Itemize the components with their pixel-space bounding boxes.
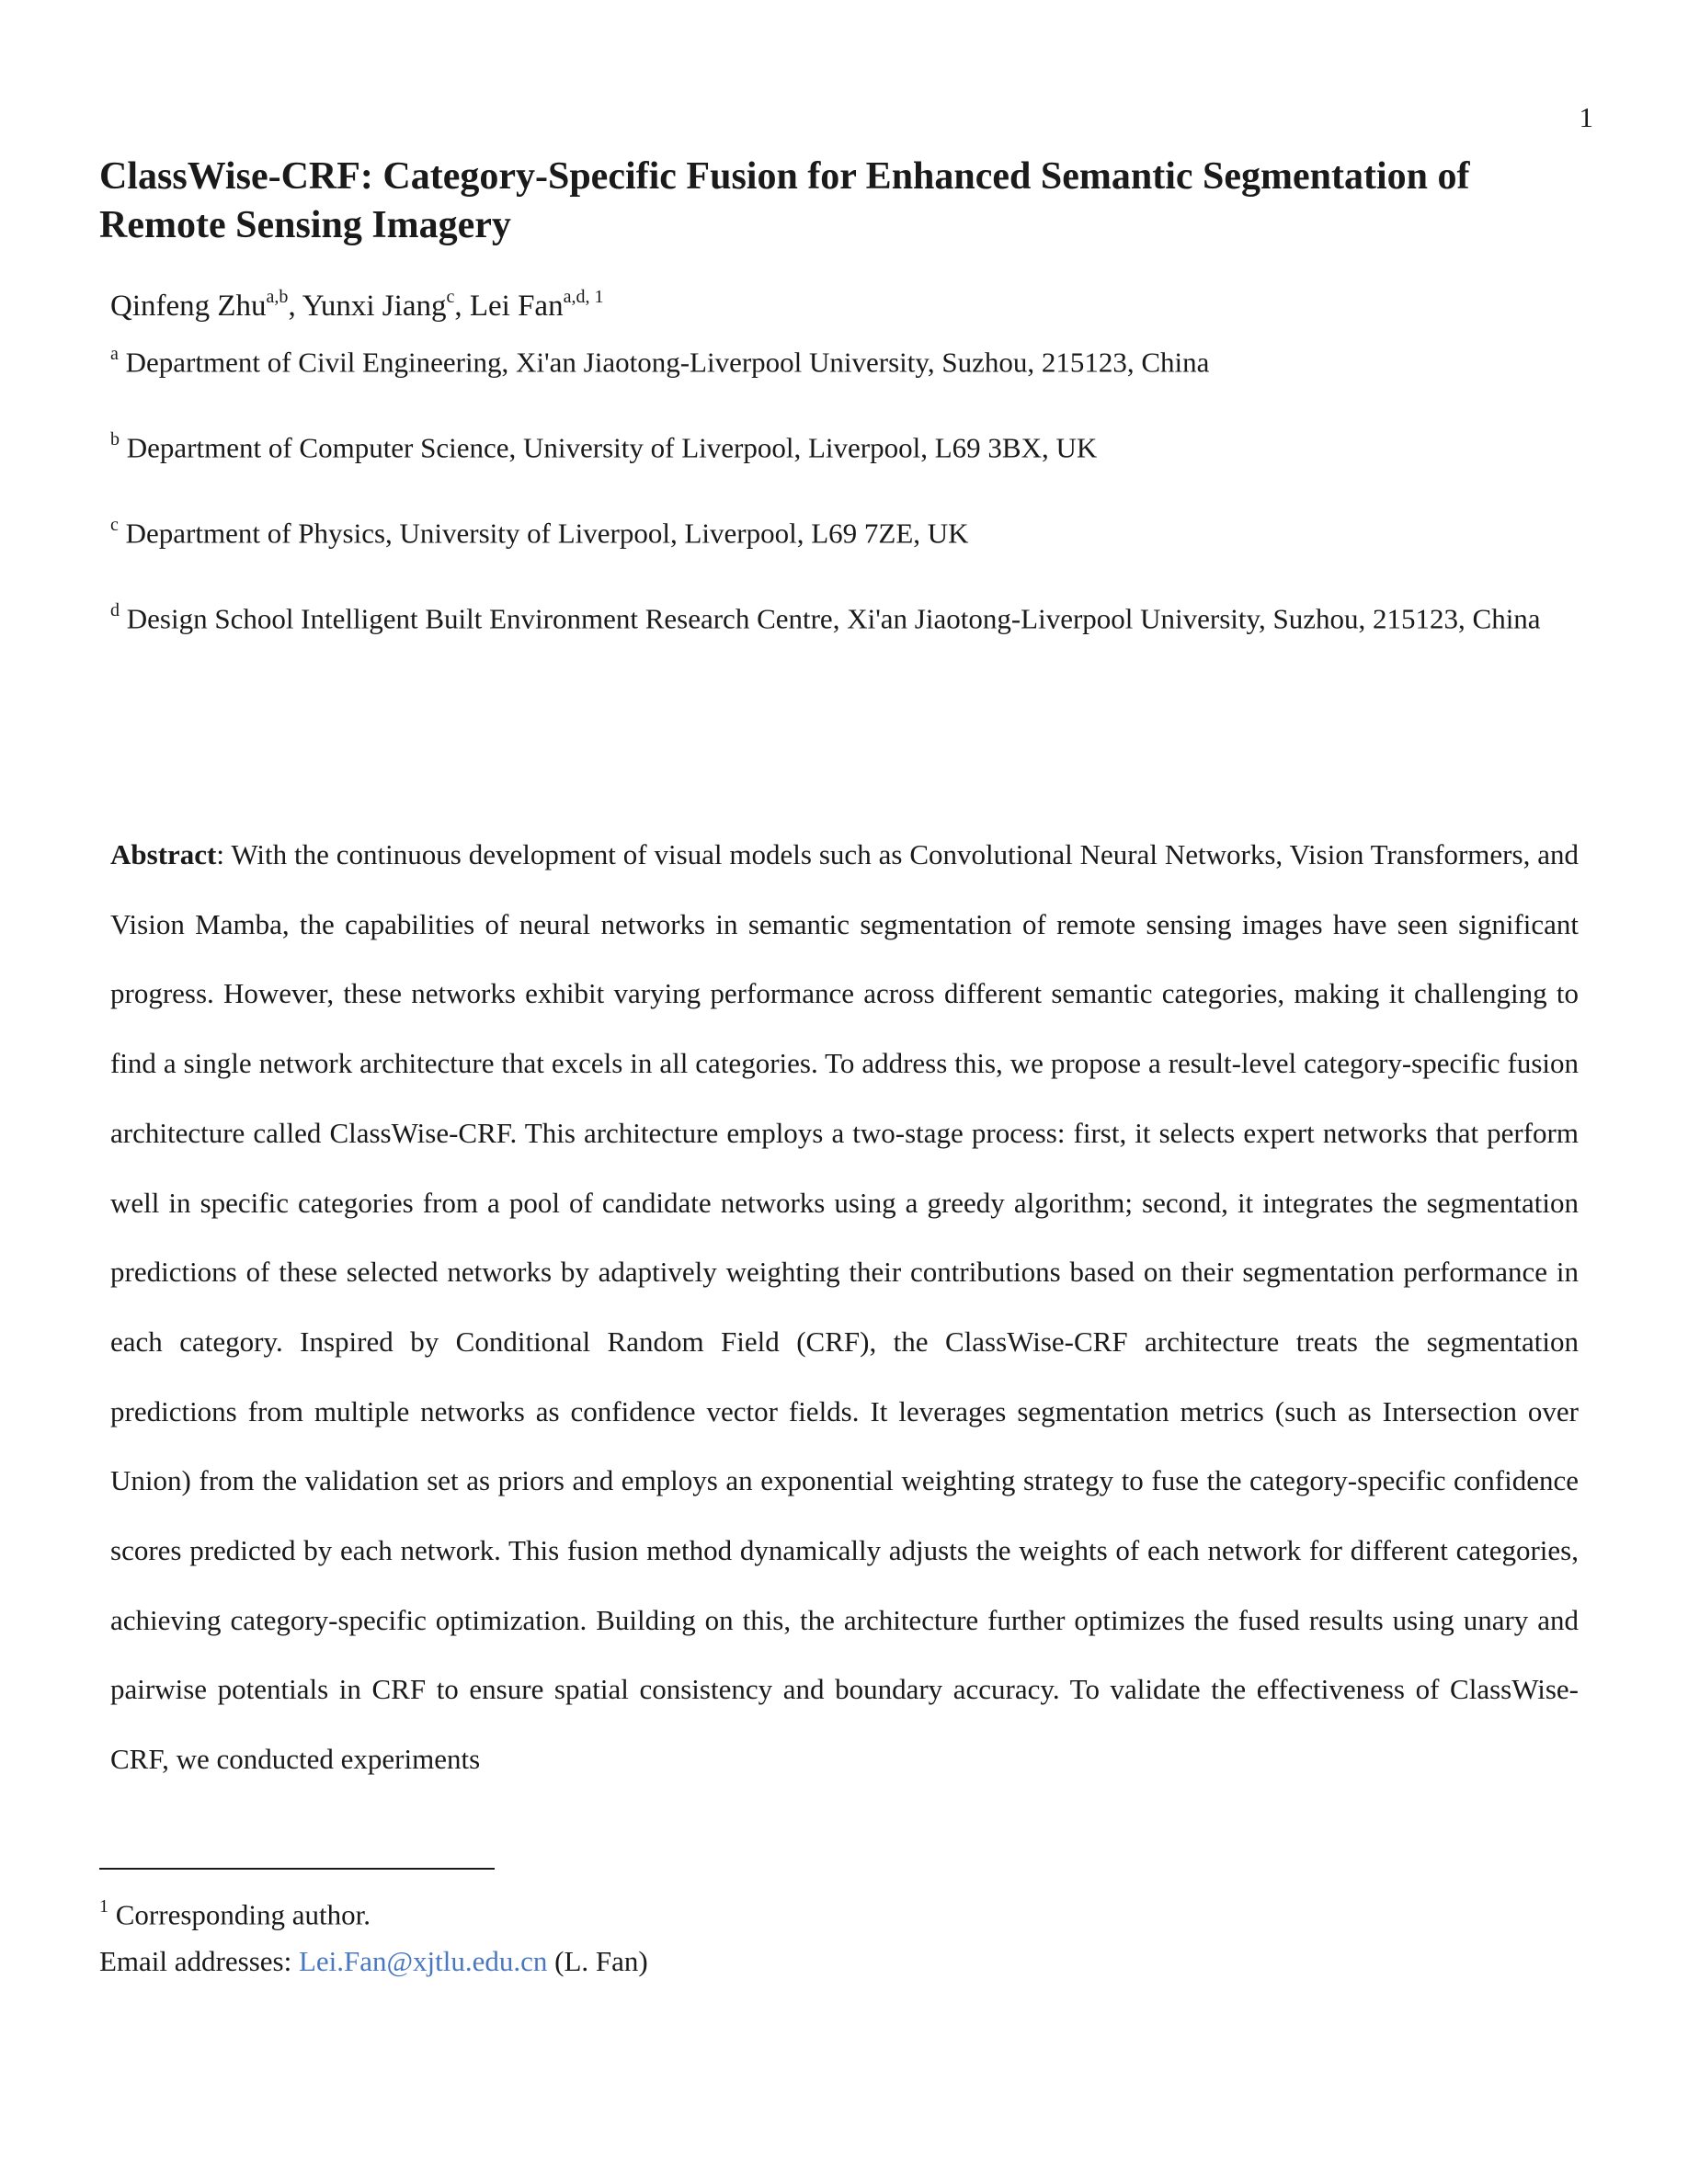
email-label: Email addresses: xyxy=(99,1945,299,1977)
abstract-text: : With the continuous development of visual models such as Convolutional Neural Networks, Vision Transformers, and Vision Mamba, the capabilities of neural networks in semantic segmentation of remote sensing images have seen significant progress. However, these networks exhibit varying performance across different semantic categories, making it challenging to find a single network architecture that excels in all categories. To address this, we propose a result-level category-specific fusion architecture called ClassWise-CRF. This architecture employs a two-stage process: first, it selects expert networks that perform well in specific categories from a pool of candidate networks using a greedy algorithm; second, it integrates the segmentation predictions of these selected networks by adaptively weighting their contributions based on their segmentation performance in each category. Inspired by Conditional Random Field (CRF), the ClassWise-CRF architecture treats the segmentation predictions from multiple networks as confidence vector fields. It leverages segmentation metrics (such as Intersection over Union) from the validation set as priors and employs an exponential weighting strategy to fuse the category-specific confidence scores predicted by each network. This fusion method dynamically adjusts the weights of each network for different categories, achieving category-specific optimization. Building on this, the architecture further optimizes the fused results using unary and pairwise potentials in CRF to ensure spatial consistency and boundary accuracy. To validate the effectiveness of ClassWise-CRF, we conducted experiments xyxy=(110,838,1579,1776)
page-number: 1 xyxy=(1579,101,1593,133)
affiliation-a xyxy=(110,322,1581,396)
affiliation-text: Department of Physics, University of Liverpool, Liverpool, L69 7ZE, UK xyxy=(125,517,969,550)
paper-title: ClassWise-CRF: Category-Specific Fusion for Enhanced Semantic Segmentation of Remote Sensing Imagery xyxy=(99,155,1470,246)
affiliation-text: Department of Civil Engineering, Xi'an Jiaotong-Liverpool University, Suzhou, 215123, China xyxy=(125,346,1210,379)
footnote-text: Corresponding author. xyxy=(115,1898,371,1931)
author-name: Qinfeng Zhu xyxy=(110,290,267,323)
abstract-label: Abstract xyxy=(110,838,217,870)
affiliation-c xyxy=(110,493,1581,567)
abstract xyxy=(110,820,1579,1794)
affiliation-mark: c xyxy=(110,515,119,535)
affiliation-text: Design School Intelligent Built Environment Research Centre, Xi'an Jiaotong-Liverpool University, Suzhou, 215123, China xyxy=(126,602,1541,635)
email-suffix: (L. Fan) xyxy=(547,1945,648,1977)
footnote-mark: 1 xyxy=(99,1896,108,1917)
author-name: Yunxi Jiang xyxy=(302,290,447,323)
author-name: Lei Fan xyxy=(469,290,564,323)
author-list: Qinfeng Zhu$^{a,b}$, Yunxi Jiang$^c$, Lei Fan$^{a,d, 1}$ xyxy=(110,287,604,323)
footnote-email xyxy=(99,1943,648,1980)
author-affiliation-mark: c xyxy=(446,287,455,307)
footnote-divider xyxy=(99,1868,495,1870)
footnote-corresponding xyxy=(99,1890,371,1933)
email-link[interactable]: Lei.Fan@xjtlu.edu.cn xyxy=(298,1945,548,1977)
author-affiliation-mark: a,b xyxy=(266,287,289,307)
affiliation-d xyxy=(110,578,1581,653)
affiliation-text: Department of Computer Science, University of Liverpool, Liverpool, L69 3BX, UK xyxy=(126,431,1098,464)
affiliation-b xyxy=(110,407,1581,482)
affiliation-mark: b xyxy=(110,429,120,449)
affiliation-mark: a xyxy=(110,344,119,364)
affiliation-mark: d xyxy=(110,600,120,620)
author-affiliation-mark: a,d, 1 xyxy=(563,287,604,307)
